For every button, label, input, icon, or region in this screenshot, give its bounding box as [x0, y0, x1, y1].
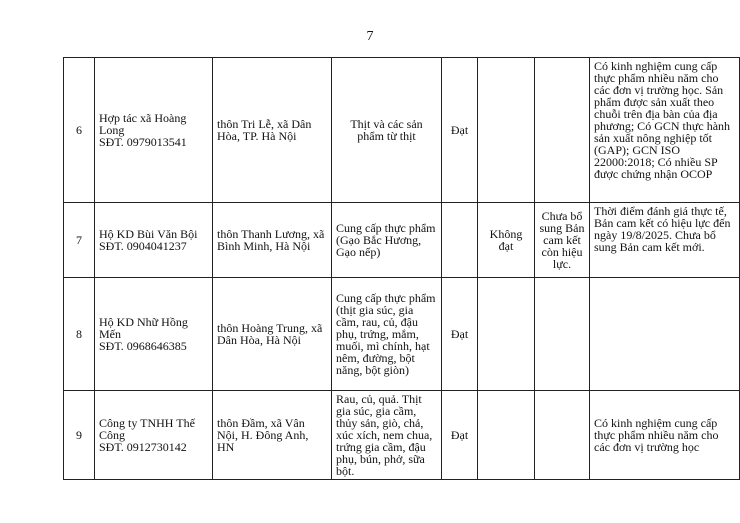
supplier-table	[63, 57, 740, 480]
table-row	[64, 203, 740, 278]
result-cell: Đạt	[442, 278, 478, 391]
blank-cell	[478, 391, 535, 480]
row-number: 7	[64, 203, 95, 278]
address-cell: thôn Hoàng Trung, xã Dân Hòa, Hà Nội	[213, 278, 332, 391]
blank-cell	[535, 278, 590, 391]
supplier-cell	[95, 391, 213, 480]
table-row	[64, 278, 740, 391]
address-cell: thôn Đầm, xã Vân Nội, H. Đông Anh, HN	[213, 391, 332, 480]
supplier-name: Hộ KD Nhữ Hồng Mến	[99, 315, 188, 341]
supplier-phone: SĐT. 0912730142	[99, 440, 187, 454]
products-cell: Rau, củ, quả. Thịt gia súc, gia cầm, thủy sản, giò, chả, xúc xích, nem chua, trứng gia cầm, đậu phụ, bún, phở, sữa bột.	[332, 391, 442, 480]
note-cell: Thời điểm đánh giá thực tế, Bản cam kết có hiệu lực đến ngày 19/8/2025. Chưa bổ sung Bản cam kết mới.	[590, 203, 740, 278]
supplier-phone: SĐT. 0904041237	[99, 239, 187, 253]
note-cell: Có kinh nghiệm cung cấp thực phẩm nhiều năm cho các đơn vị trường học. Sản phẩm được sản xuất theo chuỗi trên địa bàn của địa phương; Có GCN thực hành sản xuất nông nghiệp tốt (GAP); GCN ISO 22000:2018; Có nhiều SP được chứng nhận OCOP	[590, 58, 740, 203]
blank-cell	[535, 58, 590, 203]
result-cell: Không đạt	[478, 203, 535, 278]
blank-cell	[478, 278, 535, 391]
row-number: 8	[64, 278, 95, 391]
address-cell: thôn Thanh Lương, xã Bình Minh, Hà Nội	[213, 203, 332, 278]
supplier-cell	[95, 58, 213, 203]
note-cell: Có kinh nghiệm cung cấp thực phẩm nhiều năm cho các đơn vị trường học	[590, 391, 740, 480]
note-cell	[590, 278, 740, 391]
row-number: 9	[64, 391, 95, 480]
supplier-phone: SĐT. 0968646385	[99, 339, 187, 353]
products-cell: Thịt và các sản phẩm từ thịt	[332, 58, 442, 203]
products-cell: Cung cấp thực phẩm (thịt gia súc, gia cầm, rau, củ, đậu phụ, trứng, mắm, muối, mì chính, hạt nêm, đường, bột năng, bột giòn)	[332, 278, 442, 391]
result-cell: Đạt	[442, 58, 478, 203]
products-cell: Cung cấp thực phẩm (Gạo Bắc Hương, Gạo nếp)	[332, 203, 442, 278]
result-cell: Đạt	[442, 391, 478, 480]
supplier-cell	[95, 203, 213, 278]
address-cell: thôn Tri Lễ, xã Dân Hòa, TP. Hà Nội	[213, 58, 332, 203]
page-number: 7	[366, 29, 374, 44]
row-number: 6	[64, 58, 95, 203]
missing-cell: Chưa bổ sung Bản cam kết còn hiệu lực.	[535, 203, 590, 278]
table-row	[64, 58, 740, 203]
blank-cell	[535, 391, 590, 480]
blank-cell	[442, 203, 478, 278]
supplier-name: Hợp tác xã Hoàng Long	[99, 111, 187, 137]
missing-cell	[478, 58, 535, 203]
supplier-name: Hộ KD Bùi Văn Bội	[99, 227, 198, 241]
supplier-name: Công ty TNHH Thế Công	[99, 416, 195, 442]
table-row	[64, 391, 740, 480]
supplier-cell	[95, 278, 213, 391]
supplier-phone: SĐT. 0979013541	[99, 135, 187, 149]
